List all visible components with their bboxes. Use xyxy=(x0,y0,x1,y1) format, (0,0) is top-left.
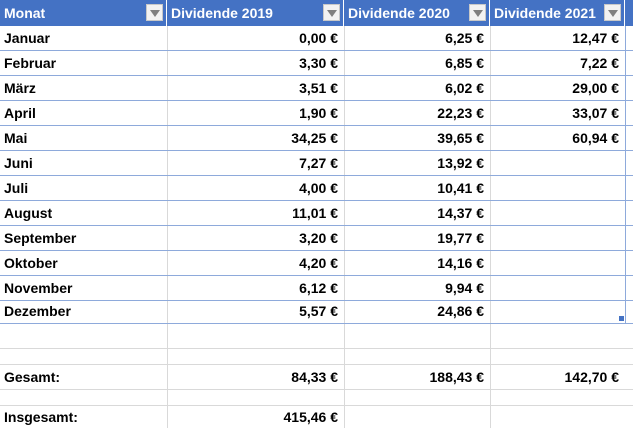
dividend-2021-cell[interactable] xyxy=(490,176,625,200)
dividend-2021-cell[interactable]: 60,94 € xyxy=(572,130,619,146)
month-cell[interactable]: Februar xyxy=(4,55,57,71)
month-cell[interactable]: August xyxy=(4,205,53,221)
table-row xyxy=(0,251,633,276)
table-right-border xyxy=(625,26,626,324)
header-label: Dividende 2021 xyxy=(494,5,596,21)
dividend-2021-cell[interactable] xyxy=(490,276,625,300)
dividend-2020-cell[interactable]: 14,37 € xyxy=(437,205,484,221)
table-row xyxy=(0,201,633,226)
grand-total-label[interactable]: Insgesamt: xyxy=(4,409,78,425)
dividend-2019-cell[interactable]: 11,01 € xyxy=(292,205,338,221)
empty-row xyxy=(0,343,633,365)
grand-total-row xyxy=(0,406,633,428)
table-row xyxy=(0,151,633,176)
table-row xyxy=(0,101,633,126)
header-label: Dividende 2020 xyxy=(348,5,450,21)
table-row xyxy=(0,26,633,51)
header-cell-dividende-2020[interactable] xyxy=(344,0,490,26)
table-row xyxy=(0,51,633,76)
table-row xyxy=(0,126,633,151)
table-row xyxy=(0,276,633,301)
dividend-2020-cell[interactable]: 6,02 € xyxy=(445,80,484,96)
filter-dropdown-icon[interactable] xyxy=(323,4,340,21)
table-row xyxy=(0,176,633,201)
dividend-2021-cell[interactable] xyxy=(490,226,625,250)
dividend-2020-cell[interactable]: 19,77 € xyxy=(437,230,484,246)
dividend-2020-cell[interactable]: 9,94 € xyxy=(445,280,484,296)
grand-total-value[interactable]: 415,46 € xyxy=(283,409,338,425)
dividend-2020-cell[interactable]: 39,65 € xyxy=(437,130,484,146)
dividend-2020-cell[interactable]: 22,23 € xyxy=(437,105,484,121)
month-cell[interactable]: März xyxy=(4,80,36,96)
header-label: Dividende 2019 xyxy=(171,5,273,21)
filter-dropdown-icon[interactable] xyxy=(146,4,163,21)
header-label: Monat xyxy=(4,5,46,21)
dividend-2021-cell[interactable]: 29,00 € xyxy=(572,80,619,96)
dividend-2019-cell[interactable]: 5,57 € xyxy=(299,303,338,319)
filter-dropdown-icon[interactable] xyxy=(469,4,486,21)
dividend-2020-cell[interactable]: 14,16 € xyxy=(437,255,484,271)
dividend-2020-cell[interactable]: 24,86 € xyxy=(437,303,484,319)
totals-label[interactable]: Gesamt: xyxy=(4,369,61,385)
total-2021-cell[interactable]: 142,70 € xyxy=(564,369,619,385)
dividend-2019-cell[interactable]: 4,00 € xyxy=(299,180,338,196)
dividend-2021-cell[interactable]: 12,47 € xyxy=(572,30,619,46)
dividend-2019-cell[interactable]: 6,12 € xyxy=(299,280,338,296)
dividend-2020-cell[interactable]: 10,41 € xyxy=(437,180,484,196)
table-resize-handle[interactable] xyxy=(619,316,624,321)
total-2020-cell[interactable]: 188,43 € xyxy=(429,369,484,385)
month-cell[interactable]: November xyxy=(4,280,73,296)
dividend-2019-cell[interactable]: 1,90 € xyxy=(299,105,338,121)
month-cell[interactable]: Mai xyxy=(4,130,28,146)
header-cell-dividende-2019[interactable] xyxy=(167,0,344,26)
dividend-2019-cell[interactable]: 7,27 € xyxy=(299,155,338,171)
month-cell[interactable]: Dezember xyxy=(4,303,71,319)
table-row xyxy=(0,226,633,251)
dividend-2020-cell[interactable]: 6,25 € xyxy=(445,30,484,46)
filter-dropdown-icon[interactable] xyxy=(604,4,621,21)
dividend-2019-cell[interactable]: 3,51 € xyxy=(299,80,338,96)
header-cell-monat[interactable] xyxy=(0,0,167,26)
table-row xyxy=(0,76,633,101)
table-header-row xyxy=(0,0,633,26)
dividend-2019-cell[interactable]: 3,20 € xyxy=(299,230,338,246)
total-2019-cell[interactable]: 84,33 € xyxy=(291,369,338,385)
table-row xyxy=(0,299,633,324)
dividend-2019-cell[interactable]: 0,00 € xyxy=(299,30,338,46)
dividend-2021-cell[interactable] xyxy=(490,299,625,323)
dividend-2019-cell[interactable]: 3,30 € xyxy=(299,55,338,71)
month-cell[interactable]: Oktober xyxy=(4,255,58,271)
dividend-2021-cell[interactable] xyxy=(490,151,625,175)
dividend-2021-cell[interactable]: 33,07 € xyxy=(572,105,619,121)
header-cell-dividende-2021[interactable] xyxy=(490,0,625,26)
dividend-2021-cell[interactable] xyxy=(490,251,625,275)
dividend-2020-cell[interactable]: 6,85 € xyxy=(445,55,484,71)
empty-row xyxy=(0,390,633,406)
dividend-2020-cell[interactable]: 13,92 € xyxy=(437,155,484,171)
dividend-2019-cell[interactable]: 4,20 € xyxy=(299,255,338,271)
totals-row xyxy=(0,365,633,390)
dividend-2019-cell[interactable]: 34,25 € xyxy=(291,130,338,146)
month-cell[interactable]: Januar xyxy=(4,30,50,46)
month-cell[interactable]: April xyxy=(4,105,36,121)
month-cell[interactable]: Juli xyxy=(4,180,29,196)
month-cell[interactable]: September xyxy=(4,230,77,246)
month-cell[interactable]: Juni xyxy=(4,155,33,171)
dividend-2021-cell[interactable] xyxy=(490,201,625,225)
dividend-2021-cell[interactable]: 7,22 € xyxy=(580,55,619,71)
